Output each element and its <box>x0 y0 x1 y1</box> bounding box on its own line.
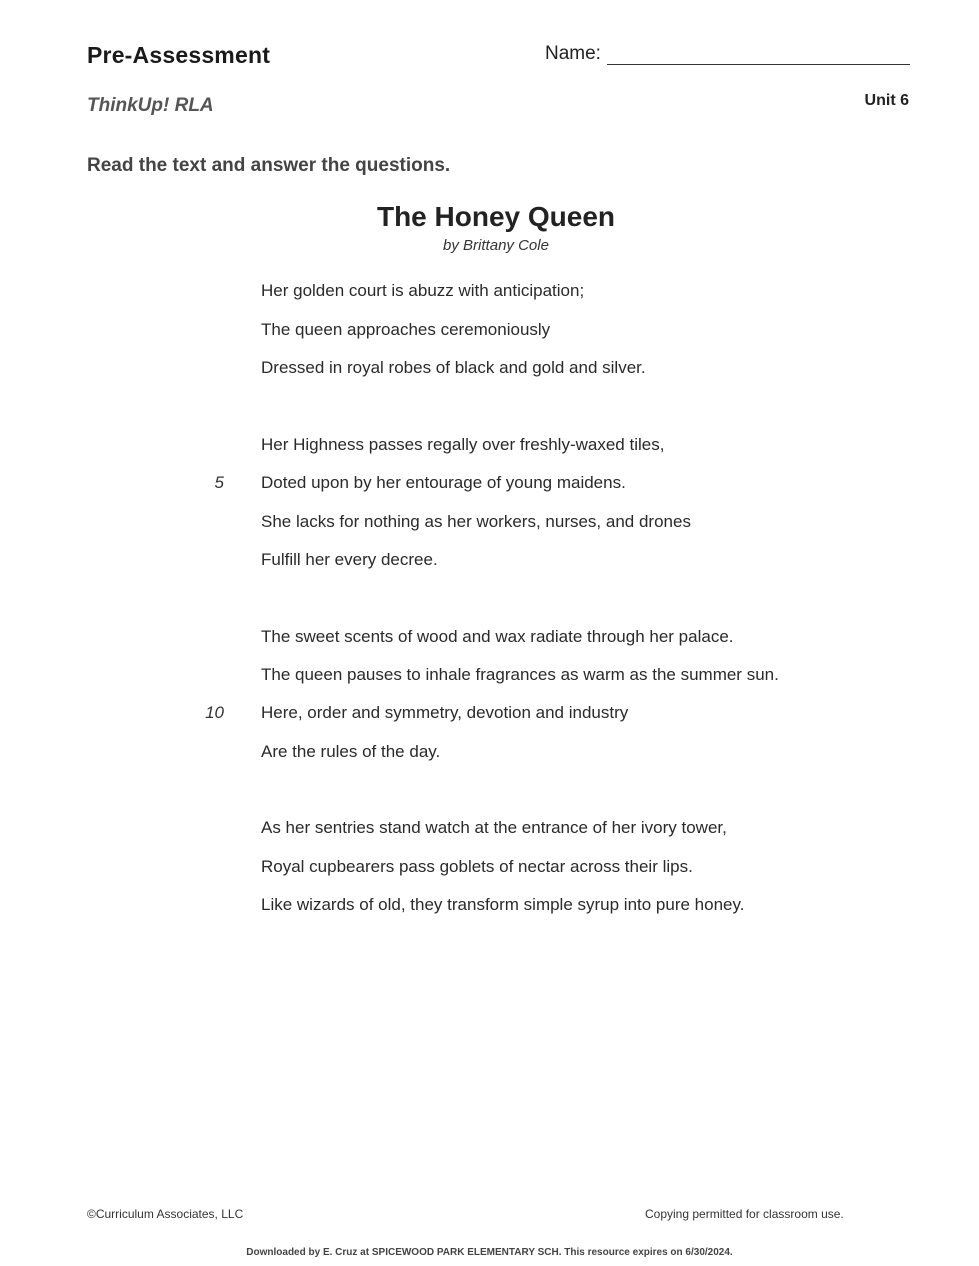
course-subtitle: ThinkUp! RLA <box>87 95 214 116</box>
poem-line: The sweet scents of wood and wax radiate through her palace. <box>261 627 734 646</box>
poem-line: Her golden court is abuzz with anticipation; <box>261 281 585 300</box>
poem-line: Like wizards of old, they transform simple syrup into pure honey. <box>261 895 745 914</box>
page-title: Pre-Assessment <box>87 42 271 68</box>
copyright-notice: ©Curriculum Associates, LLC <box>87 1207 244 1221</box>
poem-line: Are the rules of the day. <box>261 742 441 761</box>
poem-line: The queen approaches ceremoniously <box>261 320 551 339</box>
poem-line: Doted upon by her entourage of young maidens. <box>261 473 626 492</box>
poem-title: The Honey Queen <box>376 201 616 232</box>
poem-line: She lacks for nothing as her workers, nurses, and drones <box>261 512 691 531</box>
poem-line: The queen pauses to inhale fragrances as warm as the summer sun. <box>261 665 779 684</box>
name-label: Name: <box>545 43 601 64</box>
copy-permission: Copying permitted for classroom use. <box>645 1207 844 1221</box>
download-note: Downloaded by E. Cruz at SPICEWOOD PARK ELEMENTARY SCH. This resource expires on 6/30/2024. <box>246 1247 733 1258</box>
line-number: 10 <box>205 703 224 722</box>
poem-author: by Brittany Cole <box>443 237 549 254</box>
poem-line: Fulfill her every decree. <box>261 550 438 569</box>
poem-line: Dressed in royal robes of black and gold and silver. <box>261 358 646 377</box>
poem-line: Her Highness passes regally over freshly-waxed tiles, <box>261 435 665 454</box>
poem-line: Here, order and symmetry, devotion and industry <box>261 703 629 722</box>
poem-line: Royal cupbearers pass goblets of nectar across their lips. <box>261 857 693 876</box>
name-field-area <box>545 43 910 65</box>
instructions: Read the text and answer the questions. <box>87 155 451 176</box>
unit-label: Unit 6 <box>864 92 909 109</box>
poem-line: As her sentries stand watch at the entrance of her ivory tower, <box>261 818 727 837</box>
line-number: 5 <box>214 473 224 492</box>
name-blank-line <box>607 44 910 65</box>
